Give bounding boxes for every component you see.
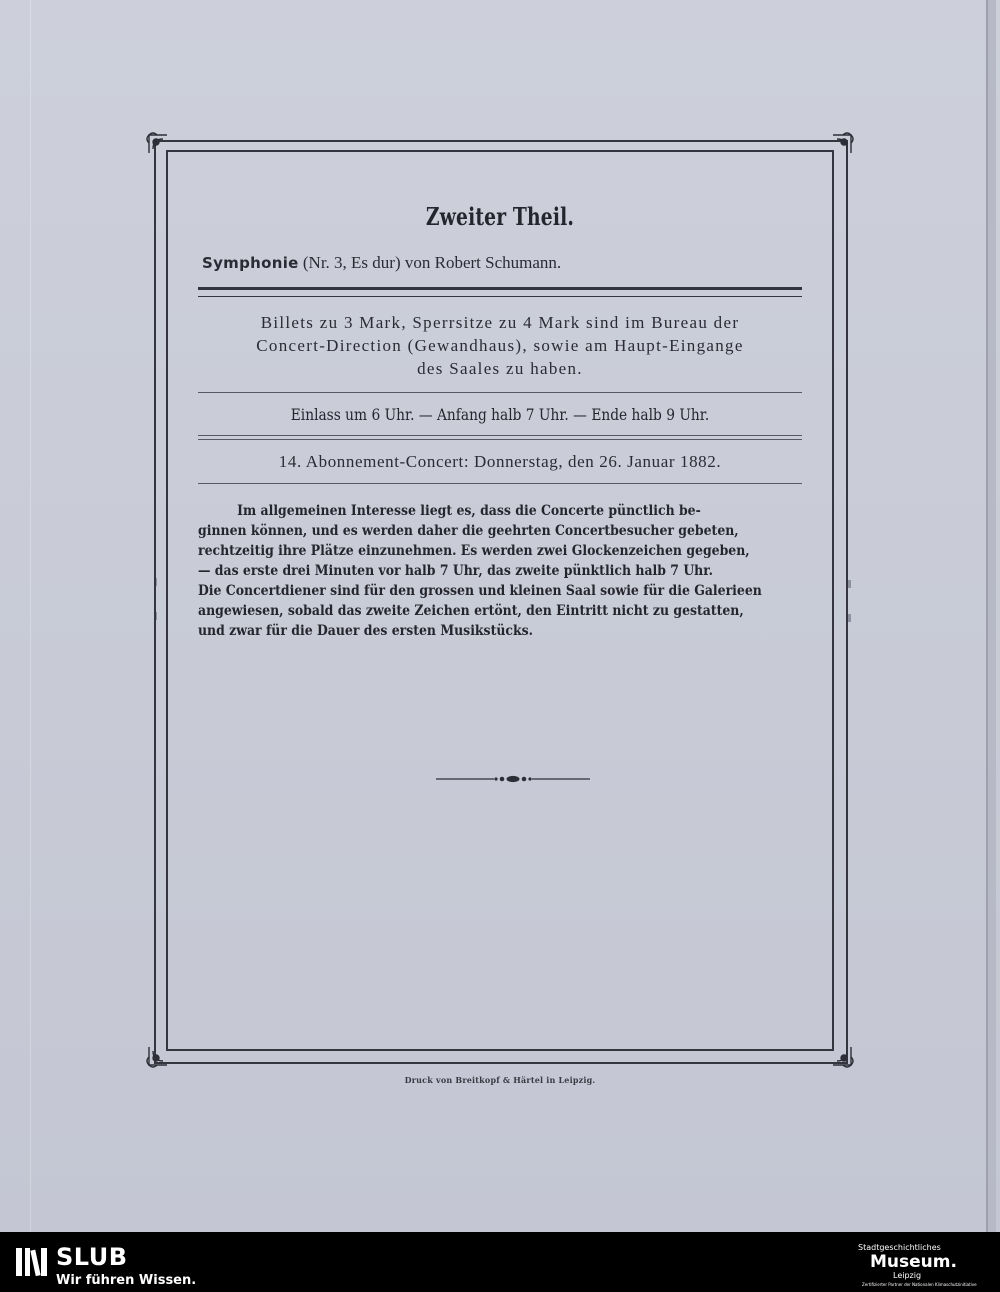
program-entry	[202, 253, 802, 273]
divider-rule	[198, 483, 802, 484]
corner-ornament-icon	[145, 1043, 171, 1069]
museum-partner-note: Zertifizierter Partner der Nationalen Klimaschutzinitiative	[862, 1282, 977, 1287]
margin-mark	[848, 580, 851, 588]
fold-line	[30, 0, 31, 1232]
notice-line: — das erste drei Minuten vor halb 7 Uhr, das zweite pünktlich halb 7 Uhr.	[198, 563, 714, 579]
notice-line: Im allgemeinen Interesse liegt es, dass die Concerte pünctlich be-	[237, 503, 701, 519]
divider-ornament-icon	[436, 772, 590, 786]
corner-ornament-icon	[829, 1043, 855, 1069]
notice-line: Die Concertdiener sind für den grossen und kleinen Saal sowie für die Galerieen	[198, 583, 762, 599]
section-title: Zweiter Theil.	[425, 202, 575, 231]
slub-logo-icon[interactable]	[14, 1244, 50, 1280]
museum-label-small: Stadtgeschichtliches	[858, 1243, 941, 1252]
program-piece: Symphonie	[202, 254, 299, 272]
ticket-line: des Saales zu haben.	[417, 359, 583, 378]
slub-brand-name[interactable]: SLUB	[56, 1243, 128, 1271]
notice-line: angewiesen, sobald das zweite Zeichen ertönt, den Eintritt nicht zu gestatten,	[198, 603, 744, 619]
notice-line: rechtzeitig ihre Plätze einzunehmen. Es werden zwei Glockenzeichen gegeben,	[198, 543, 750, 559]
ticket-line: Concert-Direction (Gewandhaus), sowie am Haupt-Eingange	[256, 336, 744, 355]
divider-rule	[198, 435, 802, 436]
page-edge-shadow	[988, 0, 996, 1232]
programme-content	[198, 150, 802, 641]
page-edge	[986, 0, 988, 1232]
ticket-line: Billets zu 3 Mark, Sperrsitze zu 4 Mark sind im Bureau der	[260, 313, 740, 332]
concert-times: Einlass um 6 Uhr. — Anfang halb 7 Uhr. — Ende halb 9 Uhr.	[290, 405, 710, 424]
notice-line: ginnen können, und es werden daher die geehrten Concertbesucher gebeten,	[198, 523, 739, 539]
slub-slogan: Wir führen Wissen.	[56, 1273, 197, 1288]
printer-imprint: Druck von Breitkopf & Härtel in Leipzig.	[404, 1075, 596, 1085]
double-rule	[198, 287, 802, 297]
next-concert: 14. Abonnement-Concert: Donnerstag, den 26. Januar 1882.	[278, 452, 722, 471]
notice-line: und zwar für die Dauer des ersten Musikstücks.	[198, 623, 533, 639]
program-details: (Nr. 3, Es dur) von Robert Schumann.	[302, 253, 562, 272]
museum-logo-text[interactable]: Museum.	[870, 1252, 957, 1272]
ticket-info	[198, 311, 802, 380]
museum-city: Leipzig	[893, 1271, 922, 1280]
notice-paragraph	[198, 501, 803, 641]
margin-mark	[848, 614, 851, 622]
corner-ornament-icon	[829, 131, 855, 157]
corner-ornament-icon	[145, 131, 171, 157]
